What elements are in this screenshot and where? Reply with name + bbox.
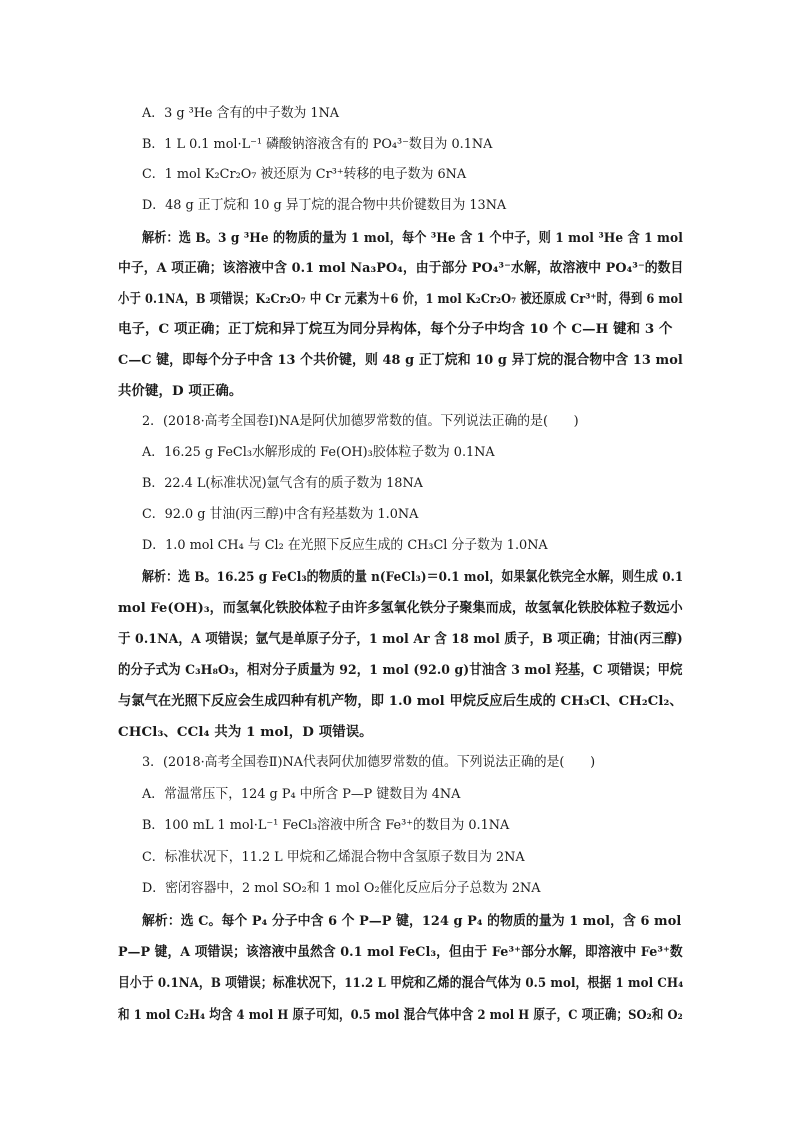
q3-option-a: A．常温常压下，124 g P₄ 中所含 P—P 键数目为 4NA — [142, 787, 461, 802]
q1-explanation-line: C—C 键，即每个分子中含 13 个共价键，则 48 g 正丁烷和 10 g 异丁烷的混合物中含 13 mol — [118, 352, 683, 368]
q2-explanation-line: 于 0.1NA，A 项错误；氩气是单原子分子，1 mol Ar 含 18 mol 质子，B 项正确；甘油(丙三醇) — [118, 631, 683, 647]
q1-option-d: D．48 g 正丁烷和 10 g 异丁烷的混合物中共价键数目为 13NA — [142, 198, 507, 213]
q1-option-c: C．1 mol K₂Cr₂O₇ 被还原为 Cr³⁺转移的电子数为 6NA — [142, 167, 467, 182]
q1-option-b: B．1 L 0.1 mol·L⁻¹ 磷酸钠溶液含有的 PO₄³⁻数目为 0.1NA — [142, 137, 493, 152]
q2-option-c: C．92.0 g 甘油(丙三醇)中含有羟基数为 1.0NA — [142, 507, 419, 522]
q3-option-c: C．标准状况下，11.2 L 甲烷和乙烯混合物中含氢原子数目为 2NA — [142, 850, 525, 865]
question-2-stem: 2．(2018·高考全国卷Ⅰ)NA是阿伏加德罗常数的值。下列说法正确的是( ) — [142, 414, 579, 429]
q2-option-d: D．1.0 mol CH₄ 与 Cl₂ 在光照下反应生成的 CH₃Cl 分子数为 1.0NA — [142, 538, 548, 553]
q1-explanation-line: 中子，A 项正确；该溶液中含 0.1 mol Na₃PO₄，由于部分 PO₄³⁻水解，故溶液中 PO₄³⁻的数目 — [118, 260, 684, 276]
q3-explanation-line: 目小于 0.1NA，B 项错误；标准状况下，11.2 L 甲烷和乙烯的混合气体为 0.5 mol，根据 1 mol CH₄ — [118, 975, 684, 991]
q2-option-b: B．22.4 L(标准状况)氩气含有的质子数为 18NA — [142, 476, 423, 491]
q2-explanation-line: mol Fe(OH)₃，而氢氧化铁胶体粒子由许多氢氧化铁分子聚集而成，故氢氧化铁胶体粒子数远小 — [118, 600, 683, 616]
q3-explanation-line: 和 1 mol C₂H₄ 均含 4 mol H 原子可知，0.5 mol 混合气体中含 2 mol H 原子，C 项正确；SO₂和 O₂ — [118, 1007, 683, 1023]
q2-explanation-line: 解析：选 B。16.25 g FeCl₃的物质的量 n(FeCl₃)＝0.1 mol，如果氯化铁完全水解，则生成 0.1 — [142, 569, 684, 585]
q1-explanation-line: 解析：选 B。3 g ³He 的物质的量为 1 mol，每个 ³He 含 1 个中子，则 1 mol ³He 含 1 mol — [142, 230, 683, 246]
q1-option-a: A．3 g ³He 含有的中子数为 1NA — [142, 106, 340, 121]
q3-option-b: B．100 mL 1 mol·L⁻¹ FeCl₃溶液中所含 Fe³⁺的数目为 0.1NA — [142, 818, 510, 833]
q3-explanation-line: P—P 键，A 项错误；该溶液中虽然含 0.1 mol FeCl₃，但由于 Fe³⁺部分水解，即溶液中 Fe³⁺数 — [118, 944, 683, 960]
q3-option-d: D．密闭容器中，2 mol SO₂和 1 mol O₂催化反应后分子总数为 2NA — [142, 881, 541, 896]
q2-explanation-line: 与氯气在光照下反应会生成四种有机产物，即 1.0 mol 甲烷反应后生成的 CH₃Cl、CH₂Cl₂、 — [118, 693, 683, 709]
q1-explanation-line: 小于 0.1NA，B 项错误；K₂Cr₂O₇ 中 Cr 元素为＋6 价，1 mol K₂Cr₂O₇ 被还原成 Cr³⁺时，得到 6 mol — [118, 291, 683, 307]
q1-explanation-line: 共价键，D 项正确。 — [118, 383, 243, 399]
q1-explanation-line: 电子，C 项正确；正丁烷和异丁烷互为同分异构体，每个分子中均含 10 个 C—H 键和 3 个 — [118, 321, 673, 337]
q2-explanation-line: 的分子式为 C₃H₈O₃，相对分子质量为 92，1 mol (92.0 g)甘油含 3 mol 羟基，C 项错误；甲烷 — [118, 662, 683, 678]
q3-explanation-line: 解析：选 C。每个 P₄ 分子中含 6 个 P—P 键，124 g P₄ 的物质的量为 1 mol，含 6 mol — [142, 913, 682, 929]
q2-option-a: A．16.25 g FeCl₃水解形成的 Fe(OH)₃胶体粒子数为 0.1NA — [142, 445, 495, 460]
question-3-stem: 3．(2018·高考全国卷Ⅱ)NA代表阿伏加德罗常数的值。下列说法正确的是( ) — [142, 755, 596, 770]
q2-explanation-line: CHCl₃、CCl₄ 共为 1 mol，D 项错误。 — [118, 724, 373, 740]
